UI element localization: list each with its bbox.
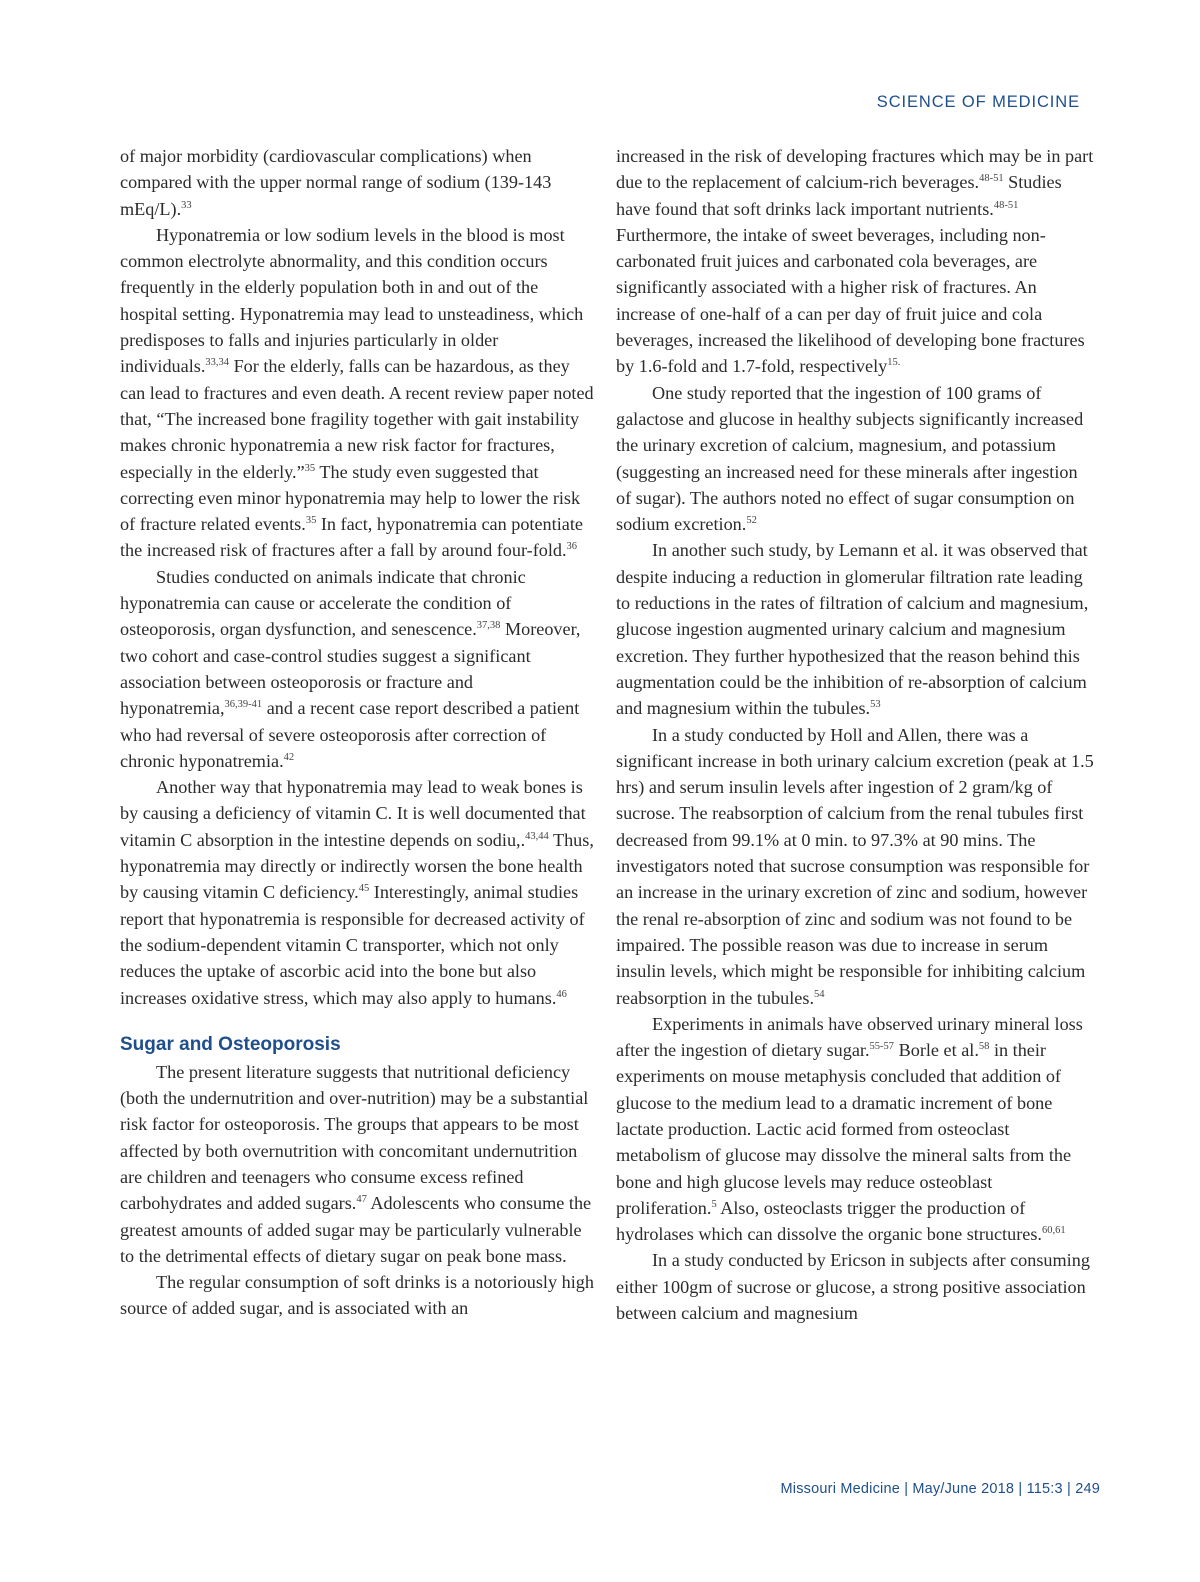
citation-ref: 52	[746, 515, 757, 527]
paragraph: Studies conducted on animals indicate that chronic hyponatremia can cause or accelerate the condition of osteoporosis, organ dysfunction, and senescence.$^{37,38}$ Moreover, two cohort and case-control studies suggest a significant association between osteoporosis or fracture and hyponatremia,$^{36,39-41}$ and a recent case report described a patient who had reversal of severe osteoporosis after correction of chronic hyponatremia.$^{42}$	[120, 566, 581, 771]
citation-ref: 45	[358, 883, 370, 895]
paragraph: increased in the risk of developing fractures which may be in part due to the replacement of calcium-rich beverages.$^{48-51}$ Studies have found that soft drinks lack important nutrients.$^{48-51}$ Furthermore, the intake of sweet beverages, including non-carbonated fruit juices and carbonated cola beverages, are significantly associated with a higher risk of fractures. An increase of one-half of a can per day of fruit juice and cola beverages, increased the likelihood of developing bone fractures by 1.6-fold and 1.7-fold, respectively$^{15.}$	[616, 146, 1094, 377]
citation-ref: 35	[305, 515, 317, 527]
citation-ref: 36,39-41	[224, 699, 263, 711]
citation-ref: 48-51	[979, 173, 1004, 185]
citation-ref: 36	[566, 541, 578, 553]
paragraph: The present literature suggests that nutritional deficiency (both the undernutrition and over-nutrition) may be a substantial risk factor for osteoporosis. The groups that appears to be most affected by both overnutrition with concomitant undernutrition are children and teenagers who consume excess refined carbohydrates and added sugars.$^{47}$ Adolescents who consume the greatest amounts of added sugar may be particularly vulnerable to the detrimental effects of dietary sugar on peak bone mass.	[120, 1061, 592, 1266]
citation-ref: 55-57	[869, 1041, 895, 1053]
citation-ref: 58	[978, 1041, 990, 1053]
running-header: SCIENCE OF MEDICINE	[876, 93, 1080, 111]
paragraph: The regular consumption of soft drinks is a notoriously high source of added sugar, and is associated with an	[120, 1272, 594, 1319]
paragraph: In another such study, by Lemann et al. it was observed that despite inducing a reduction in glomerular filtration rate leading to reductions in the rates of filtration of calcium and magnesium, glucose ingestion augmented urinary calcium and magnesium excretion. They further hypothesized that the reason behind this augmentation could be the inhibition of re-absorption of calcium and magnesium within the tubules.$^{53}$	[616, 540, 1089, 719]
right-column	[616, 143, 1094, 1326]
left-column	[120, 143, 596, 1322]
citation-ref: 33	[181, 199, 192, 211]
citation-ref: 33,34	[205, 357, 230, 369]
paragraph: Hyponatremia or low sodium levels in the blood is most common electrolyte abnormality, and this condition occurs frequently in the elderly population both in and out of the hospital setting. Hyponatremia may lead to unsteadiness, which predisposes to falls and injuries particularly in older individuals.$^{33,34}$ For the elderly, falls can be hazardous, as they can lead to fractures and even death. A recent review paper noted that, “The increased bone fragility together with gait instability makes chronic hyponatremia a new risk factor for fractures, especially in the elderly.”$^{35}$ The study even suggested that correcting even minor hyponatremia may help to lower the risk of fracture related events.$^{35}$ In fact, hyponatremia can potentiate the increased risk of fractures after a fall by around four-fold.$^{36}$	[120, 224, 594, 561]
paragraph: Experiments in animals have observed urinary mineral loss after the ingestion of dietary sugar.$^{55-57}$ Borle et al.$^{58}$ in their experiments on mouse metaphysis concluded that addition of glucose to the medium lead to a dramatic increment of bone lactate production. Lactic acid formed from osteoclast metabolism of glucose may dissolve the mineral salts from the bone and high glucose levels may reduce osteoblast proliferation.$^5$ Also, osteoclasts trigger the production of hydrolases which can dissolve the organic bone structures.$^{60,61}$	[616, 1013, 1083, 1245]
citation-ref: 42	[283, 751, 295, 763]
section-heading: Sugar and Osteoporosis	[120, 1033, 341, 1055]
paragraph: Another way that hyponatremia may lead to weak bones is by causing a deficiency of vitamin C. It is well documented that vitamin C absorption in the intestine depends on sodiu,.$^{43,44}$ Thus, hyponatremia may directly or indirectly worsen the bone health by causing vitamin C deficiency.$^{45}$ Interestingly, animal studies report that hyponatremia is responsible for decreased activity of the sodium-dependent vitamin C transporter, which not only reduces the uptake of ascorbic acid into the bone but also increases oxidative stress, which may also apply to humans.$^{46}$	[120, 777, 594, 1008]
paragraph: In a study conducted by Holl and Allen, there was a significant increase in both urinary calcium excretion (peak at 1.5 hrs) and serum insulin levels after ingestion of 2 gram/kg of sucrose. The reabsorption of calcium from the renal tubules first decreased from 99.1% at 0 min. to 97.3% at 90 mins. The investigators noted that sucrose consumption was responsible for an increase in the urinary excretion of zinc and sodium, however the renal re-absorption of zinc and sodium was not found to be impaired. The possible reason was due to increase in serum insulin levels, which might be responsible for inhibiting calcium reabsorption in the tubules.$^{54}$	[616, 724, 1094, 1008]
citation-ref: 46	[556, 988, 567, 1000]
citation-ref: 54	[814, 988, 825, 1000]
citation-ref: 15.	[887, 357, 901, 369]
page-footer: Missouri Medicine | May/June 2018 | 115:3 | 249	[780, 1481, 1100, 1497]
citation-ref: 5	[711, 1198, 717, 1210]
citation-ref: 37,38	[476, 620, 501, 632]
citation-ref: 35	[304, 462, 316, 474]
citation-ref: 48-51	[993, 199, 1019, 211]
citation-ref: 53	[870, 699, 881, 711]
paragraph: One study reported that the ingestion of 100 grams of galactose and glucose in healthy subjects significantly increased the urinary excretion of calcium, magnesium, and potassium (suggesting an increased need for these minerals after ingestion of sugar). The authors noted no effect of sugar consumption on sodium excretion.$^{52}$	[616, 382, 1084, 535]
paragraph: of major morbidity (cardiovascular complications) when compared with the upper normal range of sodium (139-143 mEq/L).$^{33}$	[120, 146, 552, 219]
citation-ref: 47	[356, 1194, 367, 1206]
citation-ref: 60,61	[1041, 1225, 1066, 1237]
citation-ref: 43,44	[525, 830, 549, 842]
paragraph: In a study conducted by Ericson in subjects after consuming either 100gm of sucrose or glucose, a strong positive association between calcium and magnesium	[616, 1250, 1090, 1324]
